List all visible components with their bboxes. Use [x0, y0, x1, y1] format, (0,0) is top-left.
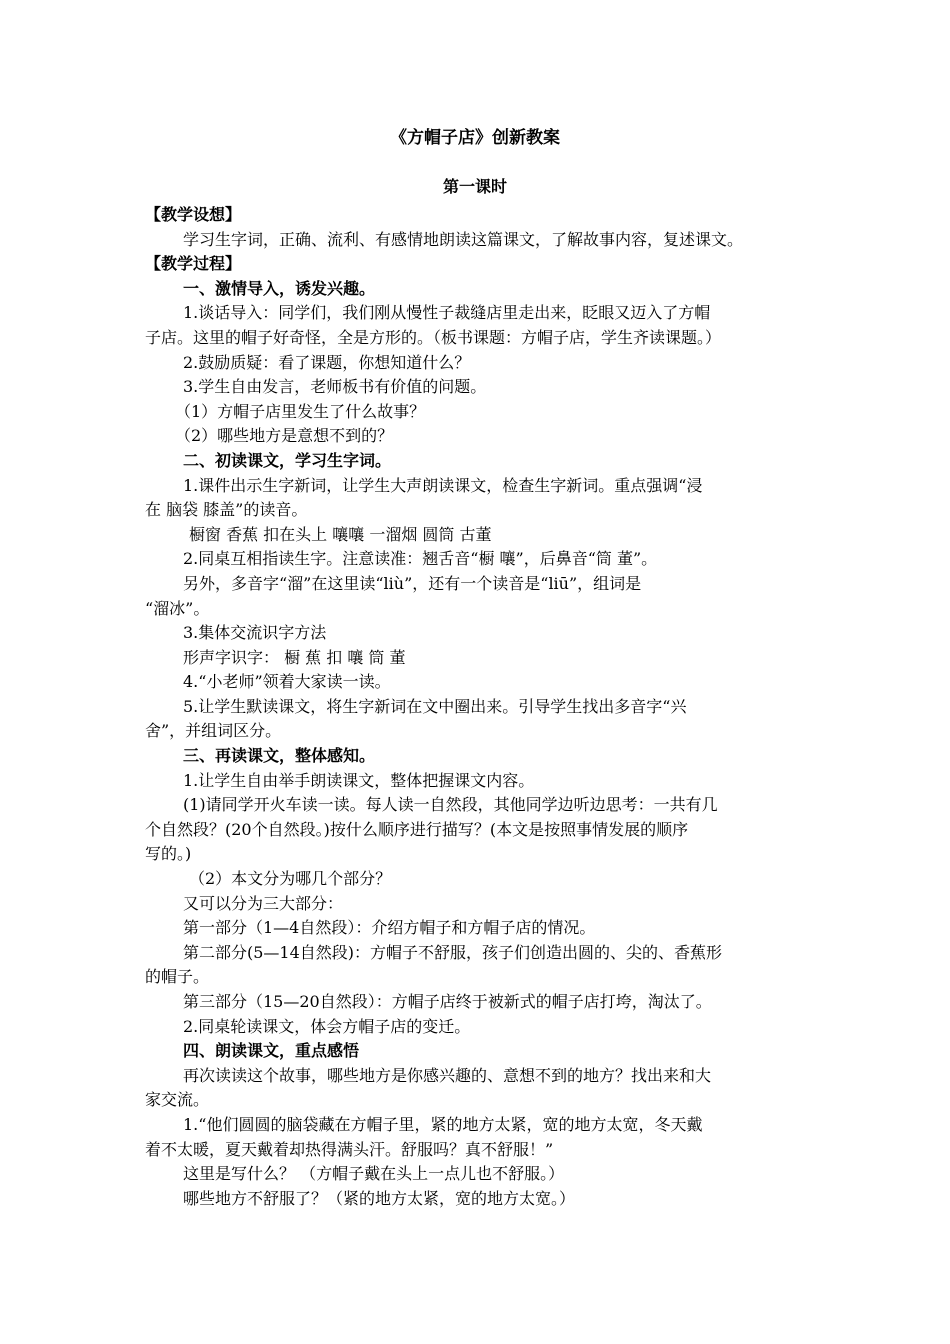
- section-heading: 四、朗读课文，重点感悟: [183, 1041, 360, 1061]
- paragraph-line: 橱窗 香蕉 扣在头上 嚷嚷 一溜烟 圆筒 古董: [189, 524, 492, 544]
- paragraph-line: 1.课件出示生字新词，让学生大声朗读课文，检查生字新词。重点强调“浸: [183, 475, 703, 495]
- section-heading: 【教学设想】: [145, 205, 242, 224]
- section-heading: 三、再读课文，整体感知。: [183, 746, 376, 766]
- document-body: [145, 203, 813, 1211]
- paragraph-line: 子店。这里的帽子好奇怪，全是方形的。（板书课题：方帽子店，学生齐读课题。）: [145, 327, 722, 347]
- paragraph-line: 1.“他们圆圆的脑袋藏在方帽子里，紧的地方太紧，宽的地方太宽，冬天戴: [183, 1114, 703, 1134]
- paragraph-line: (1)请同学开火车读一读。每人读一自然段，其他同学边听边思考：一共有几: [183, 795, 718, 815]
- paragraph-line: 2.同桌互相指读生字。注意读准：翘舌音“橱 嚷”，后鼻音“筒 董”。: [183, 549, 658, 569]
- paragraph-line: 第一部分（1—4自然段）：介绍方帽子和方帽子店的情况。: [183, 918, 596, 938]
- paragraph-line: 第二部分(5—14自然段)：方帽子不舒服，孩子们创造出圆的、尖的、香蕉形: [183, 942, 723, 962]
- document-title: 《方帽子店》创新教案: [390, 128, 560, 148]
- paragraph-line: 家交流。: [145, 1090, 210, 1110]
- paragraph-line: 5.让学生默读课文，将生字新词在文中圈出来。引导学生找出多音字“兴: [183, 696, 687, 716]
- paragraph-line: 2.同桌轮读课文，体会方帽子店的变迁。: [183, 1016, 471, 1036]
- paragraph-line: 再次读读这个故事，哪些地方是你感兴趣的、意想不到的地方？找出来和大: [183, 1065, 712, 1085]
- paragraph-line: 这里是写什么？ （方帽子戴在头上一点儿也不舒服。）: [183, 1164, 565, 1184]
- section-heading: 【教学过程】: [145, 254, 242, 274]
- paragraph-line: 3.学生自由发言，老师板书有价值的问题。: [183, 377, 487, 397]
- paragraph-line: 4.“小老师”领着大家读一读。: [183, 672, 391, 692]
- paragraph-line: 着不太暖，夏天戴着却热得满头汗。舒服吗？真不舒服！”: [145, 1139, 554, 1159]
- paragraph-line: 写的。): [145, 844, 192, 864]
- paragraph-line: 2.鼓励质疑：看了课题，你想知道什么？: [183, 352, 471, 372]
- paragraph-line: 又可以分为三大部分：: [183, 893, 344, 913]
- paragraph-line: 1.谈话导入：同学们，我们刚从慢性子裁缝店里走出来，眨眼又迈入了方帽: [183, 303, 711, 323]
- paragraph-line: 在 脑袋 膝盖”的读音。: [145, 500, 308, 520]
- section-heading: 一、激情导入，诱发兴趣。: [183, 278, 376, 298]
- paragraph-line: 形声字识字： 橱 蕉 扣 嚷 筒 董: [183, 647, 406, 667]
- paragraph-line: 1.让学生自由举手朗读课文，整体把握课文内容。: [183, 770, 535, 790]
- paragraph-line: 哪些地方不舒服了？（紧的地方太紧，宽的地方太宽。）: [183, 1188, 576, 1208]
- paragraph-line: （1）方帽子店里发生了什么故事？: [175, 401, 426, 421]
- paragraph-line: 的帽子。: [145, 967, 210, 987]
- paragraph-line: 舍”，并组词区分。: [145, 721, 282, 741]
- section-subtitle: 第一课时: [442, 177, 507, 196]
- paragraph-line: 第三部分（15—20自然段）：方帽子店终于被新式的帽子店打垮，淘汰了。: [183, 992, 712, 1011]
- paragraph-line: （2）哪些地方是意想不到的？: [175, 426, 394, 446]
- paragraph-line: 3.集体交流识字方法: [183, 623, 327, 643]
- paragraph-line: 学习生字词，正确、流利、有感情地朗读这篇课文，了解故事内容，复述课文。: [183, 229, 744, 249]
- paragraph-line: 个自然段？(20个自然段。)按什么顺序进行描写？(本文是按照事情发展的顺序: [145, 819, 689, 839]
- paragraph-line: “溜冰”。: [145, 598, 210, 618]
- paragraph-line: （2）本文分为哪几个部分？: [189, 869, 392, 889]
- section-heading: 二、初读课文，学习生字词。: [183, 450, 392, 470]
- paragraph-line: 另外，多音字“溜”在这里读“liù”，还有一个读音是“liū”，组词是: [183, 573, 642, 593]
